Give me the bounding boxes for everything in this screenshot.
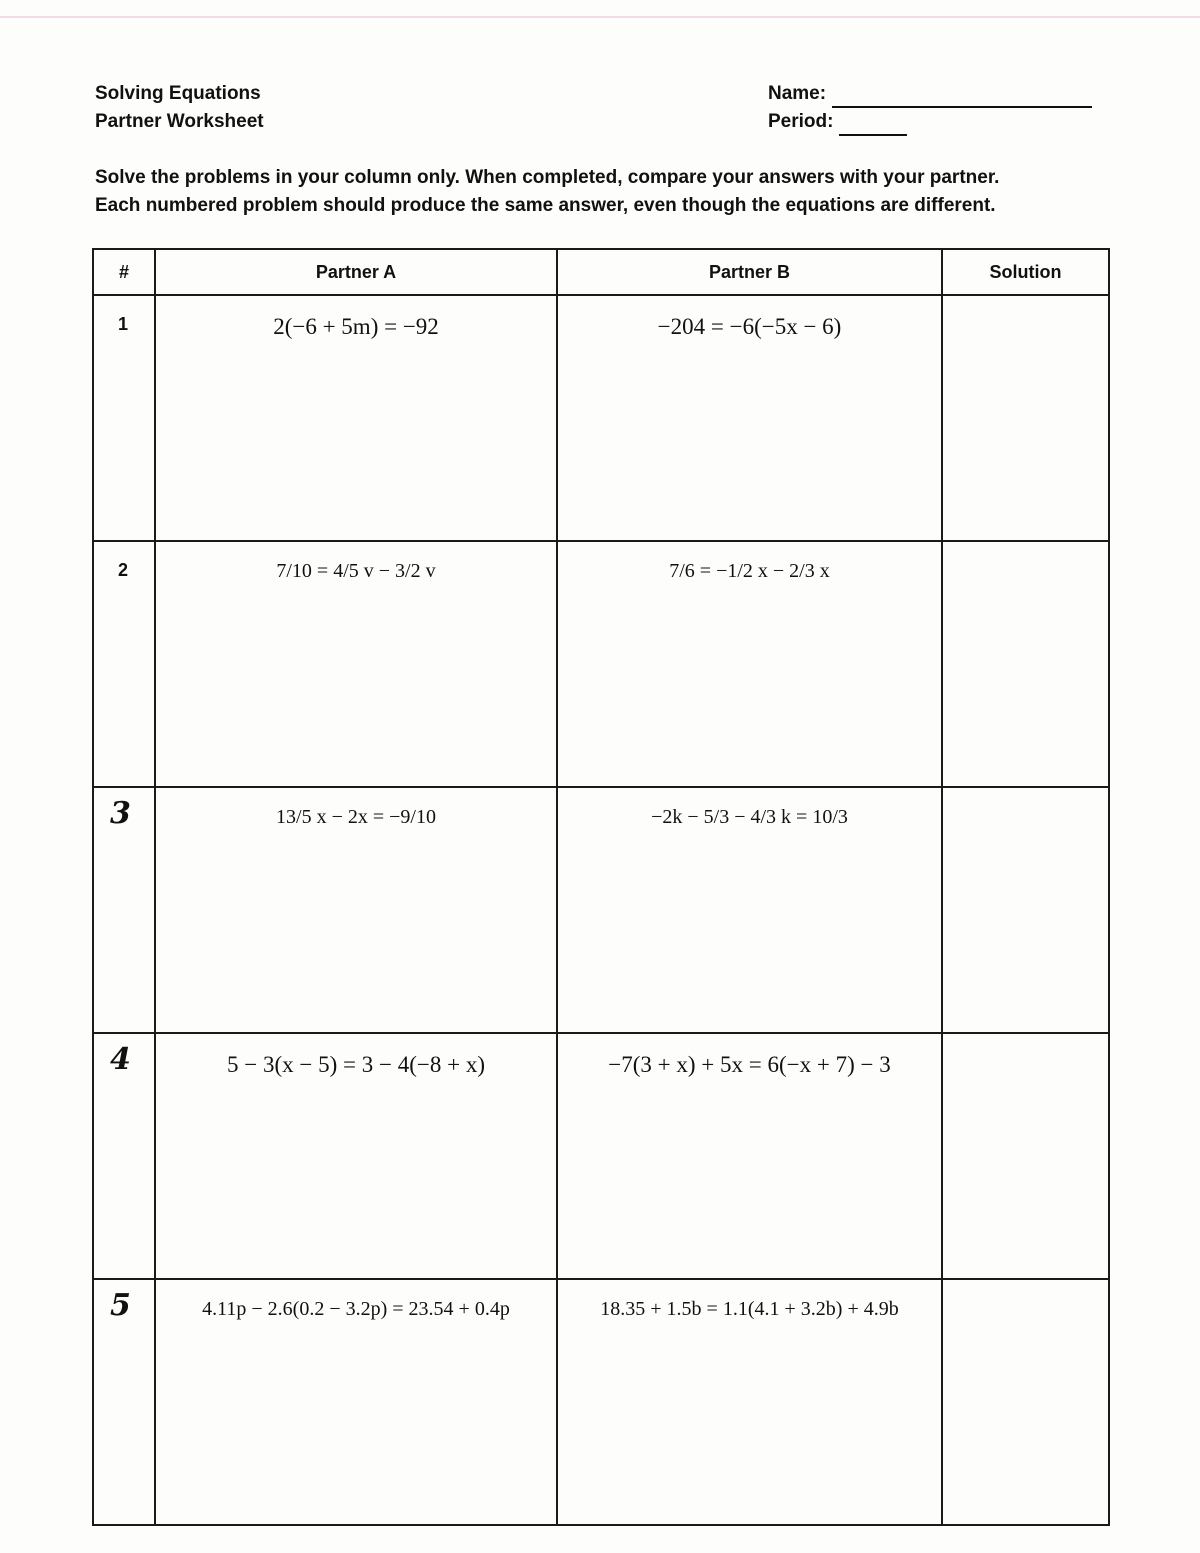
name-label: Name: (768, 83, 827, 104)
instructions (95, 164, 1115, 220)
equation-text: 7/10 = 4/5 v − 3/2 v (276, 560, 436, 582)
partner-b-equation (557, 541, 942, 787)
equation-text: 7/6 = −1/2 x − 2/3 x (669, 560, 830, 582)
problem-table (92, 248, 1110, 1526)
partner-b-equation (557, 1279, 942, 1525)
partner-b-equation (557, 787, 942, 1033)
instructions-line-1: Solve the problems in your column only. When completed, compare your answers with your partner. (95, 167, 1000, 188)
problem-number: 1 (93, 295, 155, 541)
equation-text: 2(−6 + 5m) = −92 (273, 314, 439, 339)
table-row (93, 295, 1109, 541)
partner-a-equation (155, 295, 557, 541)
equation-text: 18.35 + 1.5b = 1.1(4.1 + 3.2b) + 4.9b (600, 1298, 899, 1320)
equation-text: 5 − 3(x − 5) = 3 − 4(−8 + x) (227, 1052, 485, 1077)
table-row (93, 787, 1109, 1033)
name-row (768, 80, 1092, 108)
table-row (93, 1279, 1109, 1525)
problem-number: 4 (93, 1033, 155, 1279)
page-top-border (0, 16, 1200, 18)
solution-cell[interactable] (942, 1279, 1109, 1525)
equation-text: 13/5 x − 2x = −9/10 (276, 806, 436, 828)
solution-cell[interactable] (942, 541, 1109, 787)
table-header-row (93, 249, 1109, 295)
equation-text: −2k − 5/3 − 4/3 k = 10/3 (651, 806, 848, 828)
partner-a-equation (155, 787, 557, 1033)
student-info (768, 80, 1092, 136)
equation-text: −7(3 + x) + 5x = 6(−x + 7) − 3 (608, 1052, 891, 1077)
problem-number: 2 (93, 541, 155, 787)
period-row (768, 108, 1092, 136)
worksheet-subtitle: Partner Worksheet (95, 111, 264, 132)
partner-b-equation (557, 295, 942, 541)
table-row (93, 541, 1109, 787)
solution-cell[interactable] (942, 1033, 1109, 1279)
partner-a-equation (155, 1279, 557, 1525)
header-partner-b: Partner B (557, 249, 942, 295)
name-blank[interactable] (832, 86, 1092, 108)
equation-text: 4.11p − 2.6(0.2 − 3.2p) = 23.54 + 0.4p (202, 1298, 510, 1320)
table-row (93, 1033, 1109, 1279)
period-blank[interactable] (839, 114, 907, 136)
partner-a-equation (155, 541, 557, 787)
header-number: # (93, 249, 155, 295)
equation-text: −204 = −6(−5x − 6) (657, 314, 842, 339)
header-solution: Solution (942, 249, 1109, 295)
solution-cell[interactable] (942, 787, 1109, 1033)
solution-cell[interactable] (942, 295, 1109, 541)
worksheet-title: Solving Equations (95, 83, 261, 104)
header-partner-a: Partner A (155, 249, 557, 295)
instructions-line-2: Each numbered problem should produce the same answer, even though the equations are different. (95, 195, 996, 216)
problem-number: 3 (93, 787, 155, 1033)
period-label: Period: (768, 111, 834, 132)
partner-a-equation (155, 1033, 557, 1279)
problem-number: 5 (93, 1279, 155, 1525)
worksheet-header (95, 80, 264, 136)
partner-b-equation (557, 1033, 942, 1279)
